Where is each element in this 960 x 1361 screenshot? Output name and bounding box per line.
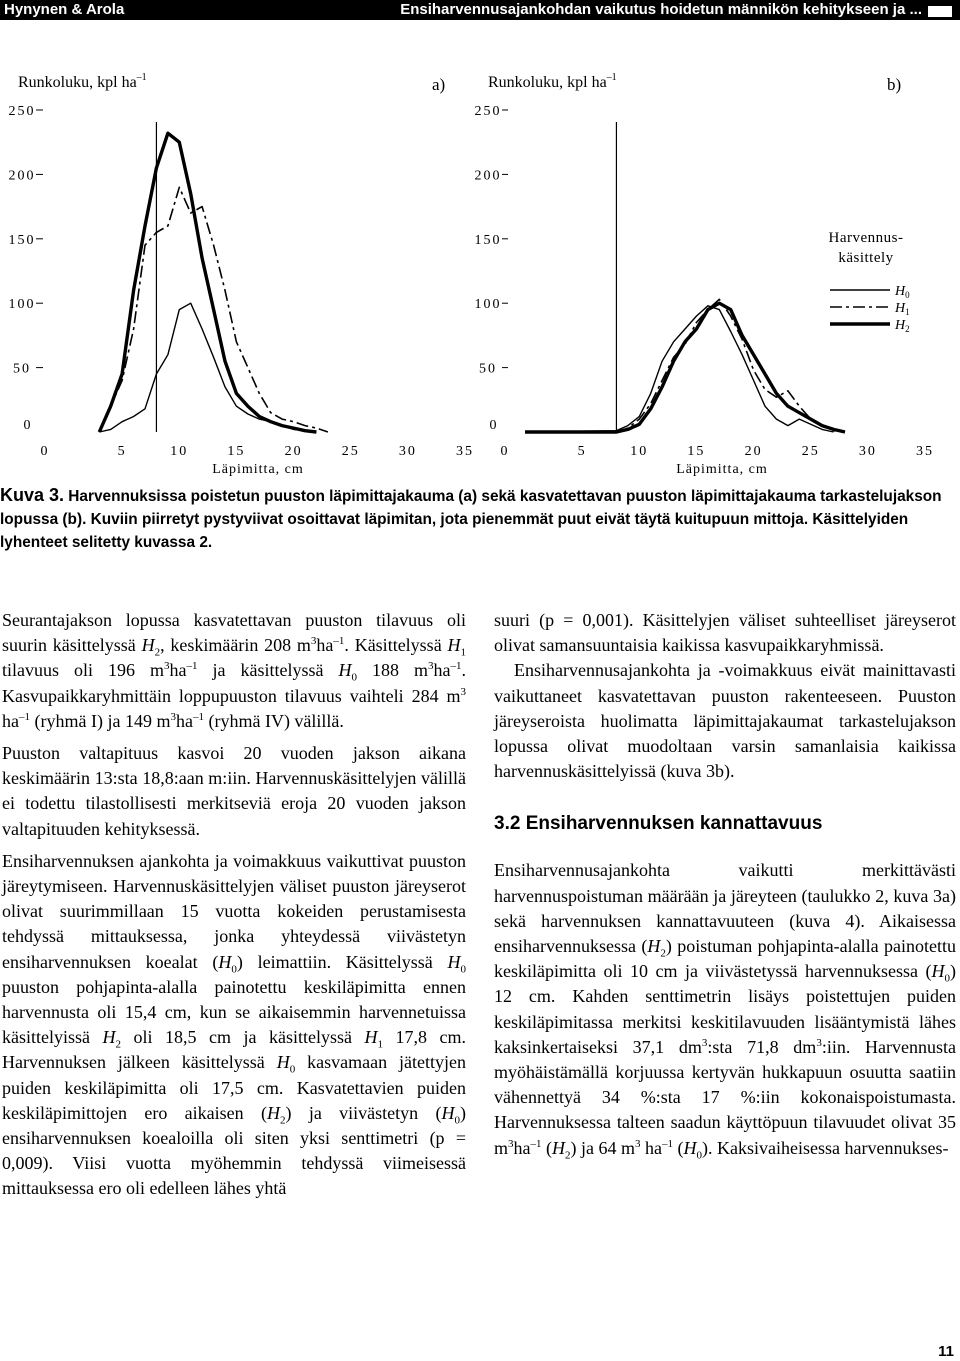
running-header bbox=[0, 0, 960, 20]
y-axis-title-sup: –1 bbox=[606, 72, 617, 83]
chart-panel-b bbox=[475, 72, 935, 477]
x-tick-label: 35 bbox=[916, 444, 934, 459]
legend-label: $H_2$ bbox=[895, 318, 910, 334]
figure-3-charts bbox=[0, 60, 960, 480]
series-line-H0 bbox=[525, 306, 834, 432]
y-tick-label: 0 bbox=[489, 418, 499, 433]
x-tick-label: 5 bbox=[577, 444, 587, 459]
series-line-H2 bbox=[99, 133, 316, 432]
y-tick-label: 250 bbox=[8, 104, 36, 119]
page-number: 11 bbox=[938, 1343, 954, 1360]
panel-label: b) bbox=[887, 75, 902, 94]
legend-label-sub: 2 bbox=[905, 324, 910, 334]
y-tick-label: 100 bbox=[474, 297, 502, 313]
y-tick-label: 250 bbox=[474, 104, 502, 119]
x-tick-label: 10 bbox=[170, 444, 189, 459]
x-tick-label: 5 bbox=[117, 444, 127, 459]
y-tick-label: 100 bbox=[8, 297, 36, 313]
series-line-H0 bbox=[99, 303, 316, 432]
legend-title: käsittely bbox=[838, 250, 894, 266]
series-line-H2 bbox=[525, 303, 845, 432]
right-paragraph-2: Ensiharvennusajankohta ja -voimakkuus eivät mainittavasti vaikuttaneet kasvatettavan puuston rakenteeseen. Puuston järeyseroista huolimatta läpimittajakaumat tarkastelujakson lopussa olivat muodoltaan varsin samanlaisia kaikissa harvennuskäsittelyissä (kuva 3b). bbox=[494, 660, 956, 782]
x-tick-label: 0 bbox=[500, 444, 510, 459]
right-column bbox=[494, 608, 956, 1161]
x-tick-label: 30 bbox=[858, 444, 877, 459]
y-tick-label: 200 bbox=[8, 168, 36, 184]
left-paragraph-2: Puuston valtapituus kasvoi 20 vuoden jakson aikana keskimäärin 13:sta 18,8:aan m:iin. Harvennuskäsittelyjen välillä ei todettu tilastollisesti merkitseviä eroja 20 vuoden jakson valtapituuden kehityksessä. bbox=[2, 743, 466, 839]
header-tab-marker bbox=[928, 6, 952, 17]
caption-label: Kuva 3. bbox=[0, 485, 65, 505]
legend bbox=[829, 230, 911, 334]
header-author: Hynynen & Arola bbox=[4, 1, 125, 18]
x-axis-title: Läpimitta, cm bbox=[212, 462, 304, 477]
y-tick-label: 50 bbox=[479, 361, 497, 377]
y-tick-label: 0 bbox=[23, 418, 33, 433]
y-tick-label: 200 bbox=[474, 168, 502, 184]
x-tick-label: 15 bbox=[687, 444, 706, 459]
x-tick-label: 20 bbox=[284, 444, 303, 459]
x-tick-label: 10 bbox=[630, 444, 649, 459]
left-paragraph-3: Ensiharvennuksen ajankohta ja voimakkuus vaikuttivat puuston järeytymiseen. Harvennuskäsittelyjen väliset puuston järeyserot olivat suurimmillaan 15 vuotta kokeiden perustamisesta tehdyssä mittauksessa, jonka yhteydessä viivästetyn ensiharvennuksen koealat $(H_0)$ leimattiin. Käsittelyssä $H_0$ puuston pohjapinta-alalla painotettu keskiläpimitta ennen harvennusta oli 15,4 cm, kun se aikaisemmin harvennetuissa käsittelyissä $H_2$ oli 18,5 cm ja käsittelyssä $H_1$ 17,8 cm. Harvennuksen jälkeen käsittelyssä $H_0$ kasvamaan jätettyjen puiden keskiläpimitta oli 17,5 cm. Kasvatettavien puiden keskiläpimittojen ero aikaisen $(H_2)$ ja viivästetyn $(H_0)$ ensiharvennuksen koealoilla oli siten yksi senttimetri (p = 0,009). Viisi vuotta myöhemmin tehdyssä viimeisessä mittauksessa ero oli edelleen lähes yhtä bbox=[2, 850, 467, 1199]
y-tick-label: 150 bbox=[474, 232, 502, 248]
y-tick-label: 50 bbox=[13, 361, 31, 377]
x-tick-label: 25 bbox=[341, 444, 360, 459]
left-column bbox=[2, 608, 466, 1202]
legend-label-sub: 0 bbox=[905, 290, 910, 300]
x-tick-label: 0 bbox=[40, 444, 50, 459]
legend-label-sub: 1 bbox=[905, 307, 910, 317]
legend-label: $H_1$ bbox=[895, 301, 910, 317]
figure-caption bbox=[0, 484, 960, 554]
right-paragraph-1: suuri (p = 0,001). Käsittelyjen väliset suhteelliset järeyserot olivat samansuuntaisia kaikissa kasvupaikkaryhmissä. bbox=[494, 610, 956, 656]
x-axis-title: Läpimitta, cm bbox=[676, 462, 768, 477]
header-title: Ensiharvennusajankohdan vaikutus hoidetun männikön kehitykseen ja ... bbox=[400, 1, 922, 18]
x-tick-label: 20 bbox=[744, 444, 763, 459]
legend-label: $H_0$ bbox=[895, 284, 910, 300]
chart-panel-a bbox=[9, 72, 475, 477]
panel-label: a) bbox=[432, 75, 446, 94]
section-heading: 3.2 Ensiharvennuksen kannattavuus bbox=[494, 813, 823, 835]
y-axis-title: Runkoluku, kpl $ha^{-1}$ bbox=[488, 72, 617, 91]
y-axis-title-sup: –1 bbox=[136, 72, 147, 83]
x-tick-label: 25 bbox=[801, 444, 820, 459]
y-tick-label: 150 bbox=[8, 232, 36, 248]
x-tick-label: 35 bbox=[456, 444, 474, 459]
right-paragraph-3: Ensiharvennusajankohta vaikutti merkittävästi harvennuspoistuman määrään ja järeyteen (taulukko 2, kuva 3a) sekä harvennuksen kannattavuuteen (kuva 4). Aikaisessa ensiharvennuksessa $(H_2)$ poistuman pohjapinta-alalla painotettu keskiläpimitta oli 10 cm ja viivästetyssä harvennuksessa $(H_0)$ 12 cm. Kahden senttimetrin lisäys poistettujen puiden keskiläpimitassa merkitsi keskitilavuuden lisääntymistä lähes kaksinkertaiseksi 37,1 $dm^3:sta$ 71,8 $dm^3:iin$. Harvennusta myöhäistämällä korjuussa kertyvän hukkapuun osuutta saatiin vähennettyä 34 %:sta 17 %:iin kokonaispoistumasta. Harvennuksessa talteen saadun käyttöpuun tilavuudet olivat 35 $m^3ha^{-1}$ $(H_2)$ ja 64 $m^3$ $ha^{-1}$ $(H_0)$. Kaksivaiheisessa harvennukses- bbox=[494, 860, 956, 1162]
legend-title: Harvennus- bbox=[828, 230, 904, 246]
left-paragraph-1: Seurantajakson lopussa kasvatettavan puuston tilavuus oli suurin käsittelyssä $H_2$, keskimäärin 208 $m^3ha^{-1}$. Käsittelyssä $H_1$ tilavuus oli 196 $m^3ha^{-1}$ ja käsittelyssä $H_0$ 188 $m^3ha^{-1}$. Kasvupaikkaryhmittäin loppupuuston tilavuus vaihteli 284 $m^3$ $ha^{-1}$ (ryhmä I) ja 149 $m^3ha^{-1}$ (ryhmä IV) välillä. bbox=[2, 610, 466, 731]
y-axis-title: Runkoluku, kpl $ha^{-1}$ bbox=[18, 72, 147, 91]
x-tick-label: 30 bbox=[398, 444, 417, 459]
x-tick-label: 15 bbox=[227, 444, 246, 459]
caption-text: Harvennuksissa poistetun puuston läpimittajakauma (a) sekä kasvatettavan puuston läpimittajakauma tarkastelujakson lopussa (b). Kuviin piirretyt pystyviivat osoittavat läpimitan, jota pienemmät puut eivät täytä kuitupuun mittoja. Käsittelyiden lyhenteet selitetty kuvassa 2. bbox=[0, 488, 942, 551]
